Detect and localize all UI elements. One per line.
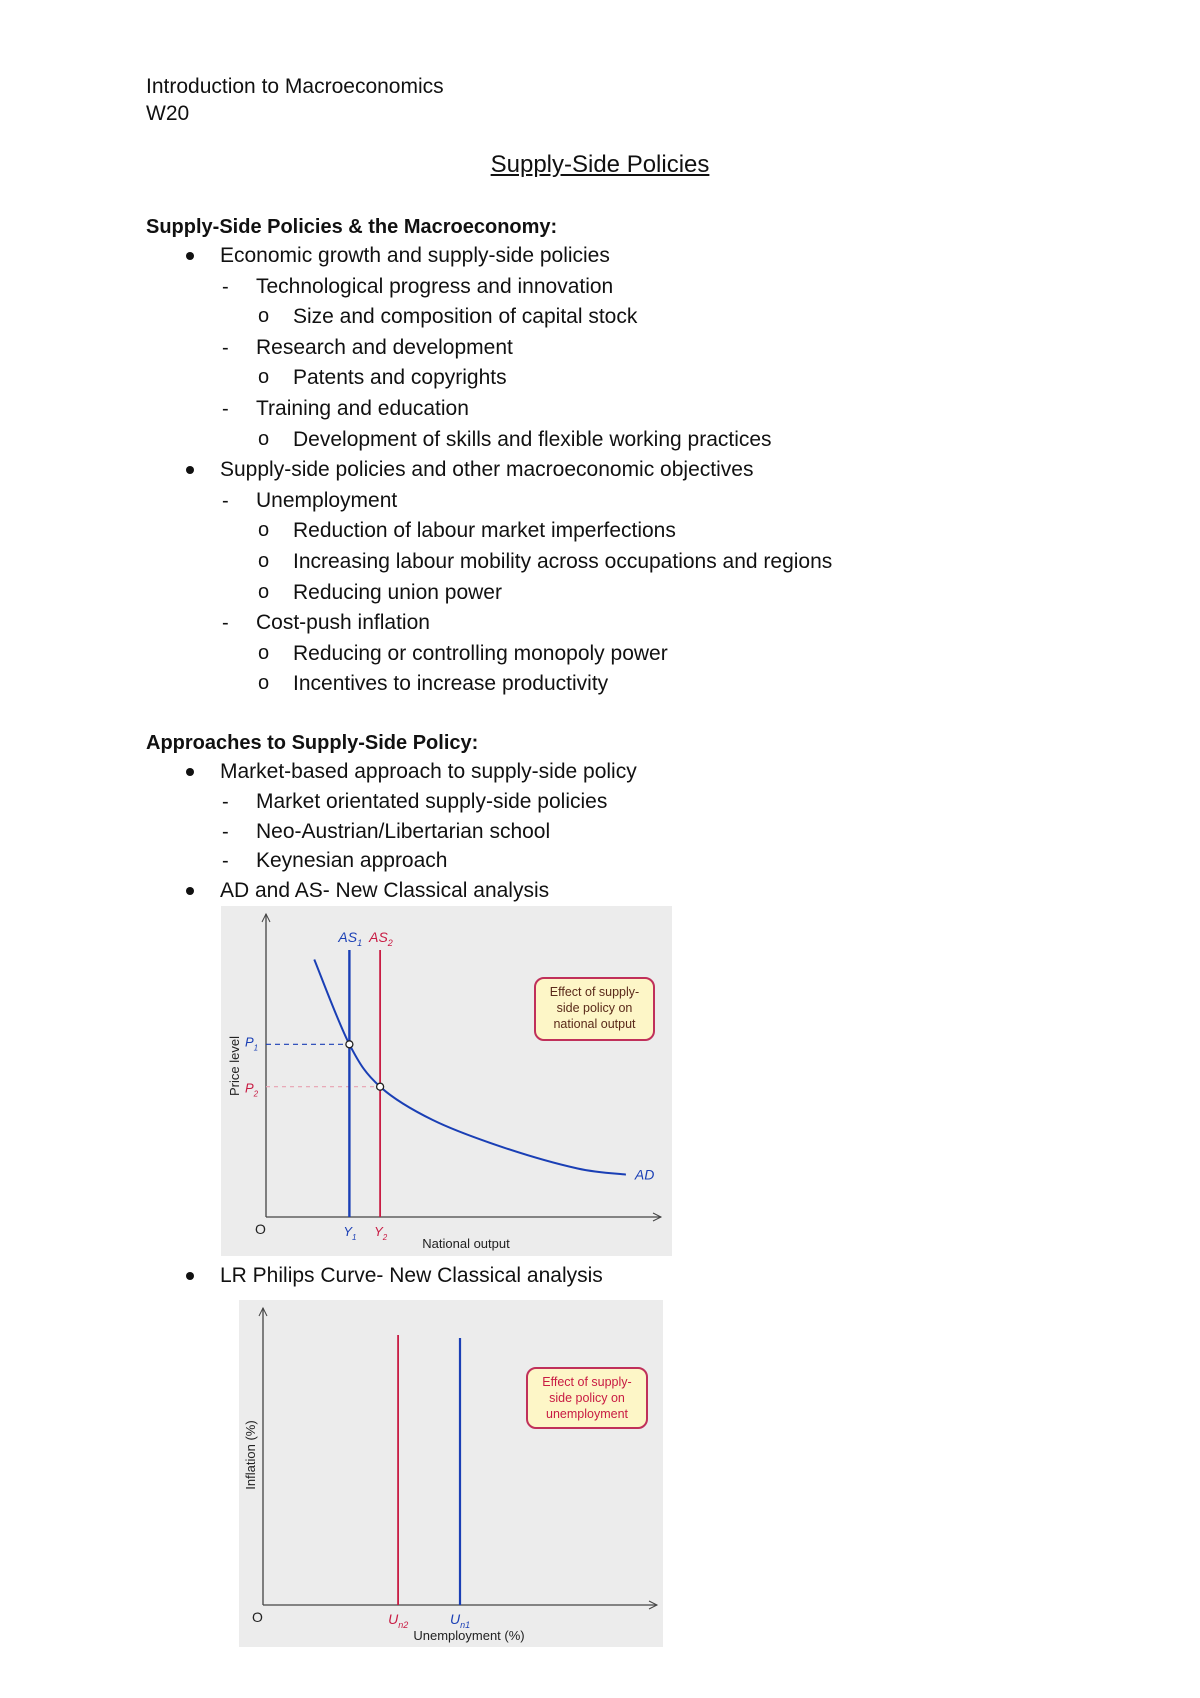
bullet-marker (186, 768, 194, 776)
circle-marker: o (258, 305, 270, 328)
bullet-marker (186, 466, 194, 474)
note-line: side policy on (556, 1001, 633, 1015)
x-axis-label: National output (422, 1236, 510, 1251)
note-line: Effect of supply- (542, 1375, 632, 1389)
equilibrium-point-1 (346, 1041, 353, 1048)
y-axis-label: Price level (227, 1036, 242, 1096)
un2-label: $U_{n2}$ (388, 1611, 409, 1630)
ad-as-figure (221, 906, 672, 1256)
outline-item-level-3: Reduction of labour market imperfections (293, 519, 676, 543)
p2-label: $P_2$ (245, 1080, 259, 1099)
dash-marker: - (222, 275, 229, 298)
outline-item-level-1: AD and AS- New Classical analysis (220, 879, 550, 903)
term-label: W20 (146, 102, 190, 125)
as1-label: $AS_1$ (338, 929, 363, 948)
outline-item-level-2: Research and development (256, 335, 513, 359)
circle-marker: o (258, 550, 270, 572)
page-title: Supply-Side Policies (490, 151, 710, 178)
ad-label: AD (634, 1166, 655, 1183)
note-line: national output (553, 1017, 636, 1031)
dash-marker: - (222, 489, 229, 512)
outline-item-level-3: Increasing labour mobility across occupations and regions (293, 550, 833, 573)
outline-item-level-2: Neo-Austrian/Libertarian school (256, 819, 551, 843)
note-line: side policy on (549, 1391, 625, 1405)
bullet-marker (186, 1272, 194, 1280)
y2-label: $Y_2$ (374, 1224, 388, 1242)
bullet-marker (186, 252, 194, 260)
outline-item-level-2: Market orientated supply-side policies (256, 789, 608, 813)
section-heading-approaches: Approaches to Supply-Side Policy: (146, 732, 479, 754)
outline-item-level-3: Size and composition of capital stock (293, 305, 638, 329)
outline-item-level-1: LR Philips Curve- New Classical analysis (220, 1264, 603, 1287)
circle-marker: o (258, 366, 270, 389)
circle-marker: o (258, 672, 270, 695)
circle-marker: o (258, 641, 270, 664)
circle-marker: o (258, 580, 270, 603)
outline-item-level-3: Reducing or controlling monopoly power (293, 641, 668, 665)
section-heading-macroeconomy: Supply-Side Policies & the Macroeconomy: (146, 216, 558, 238)
note-unemployment (527, 1368, 647, 1428)
note-line: Effect of supply- (549, 985, 640, 999)
dash-marker: - (222, 336, 229, 359)
lr-phillips-chart (239, 1300, 663, 1647)
dash-marker: - (222, 790, 229, 813)
outline-item-level-1: Supply-side policies and other macroeconomic objectives (220, 458, 754, 482)
outline-item-level-3: Development of skills and flexible working practices (293, 427, 772, 451)
outline-item-level-3: Incentives to increase productivity (293, 672, 609, 696)
p1-label: $P_1$ (245, 1034, 259, 1053)
note-national-output (535, 978, 654, 1040)
equilibrium-point-2 (377, 1083, 384, 1090)
dash-marker: - (222, 850, 229, 873)
dash-marker: - (222, 398, 229, 420)
outline-item-level-1: Market-based approach to supply-side policy (220, 760, 637, 783)
outline-item-level-2: Technological progress and innovation (256, 274, 614, 298)
y-axis-label: Inflation (%) (243, 1420, 258, 1490)
outline-item-level-2: Unemployment (256, 488, 398, 512)
outline-item-level-2: Training and education (256, 397, 469, 420)
circle-marker: o (258, 519, 270, 542)
dash-marker: - (222, 820, 229, 843)
origin-label: O (252, 1609, 263, 1625)
outline-item-level-1: Economic growth and supply-side policies (220, 244, 610, 267)
as2-label: $AS_2$ (369, 929, 393, 948)
dash-marker: - (222, 612, 229, 635)
circle-marker: o (258, 427, 270, 450)
ad-as-chart (221, 906, 672, 1256)
note-line: unemployment (546, 1407, 628, 1421)
outline-item-level-2: Cost-push inflation (256, 611, 430, 635)
outline-item-level-3: Reducing union power (293, 580, 502, 604)
outline-item-level-2: Keynesian approach (256, 849, 448, 873)
lr-phillips-figure (239, 1300, 663, 1647)
outline-item-level-3: Patents and copyrights (293, 366, 507, 390)
course-title: Introduction to Macroeconomics (146, 75, 444, 98)
y1-label: $Y_1$ (343, 1224, 357, 1242)
x-axis-label: Unemployment (%) (413, 1628, 525, 1643)
bullet-marker (186, 887, 194, 895)
un1-label: $U_{n1}$ (450, 1611, 471, 1630)
origin-label: O (255, 1221, 266, 1237)
